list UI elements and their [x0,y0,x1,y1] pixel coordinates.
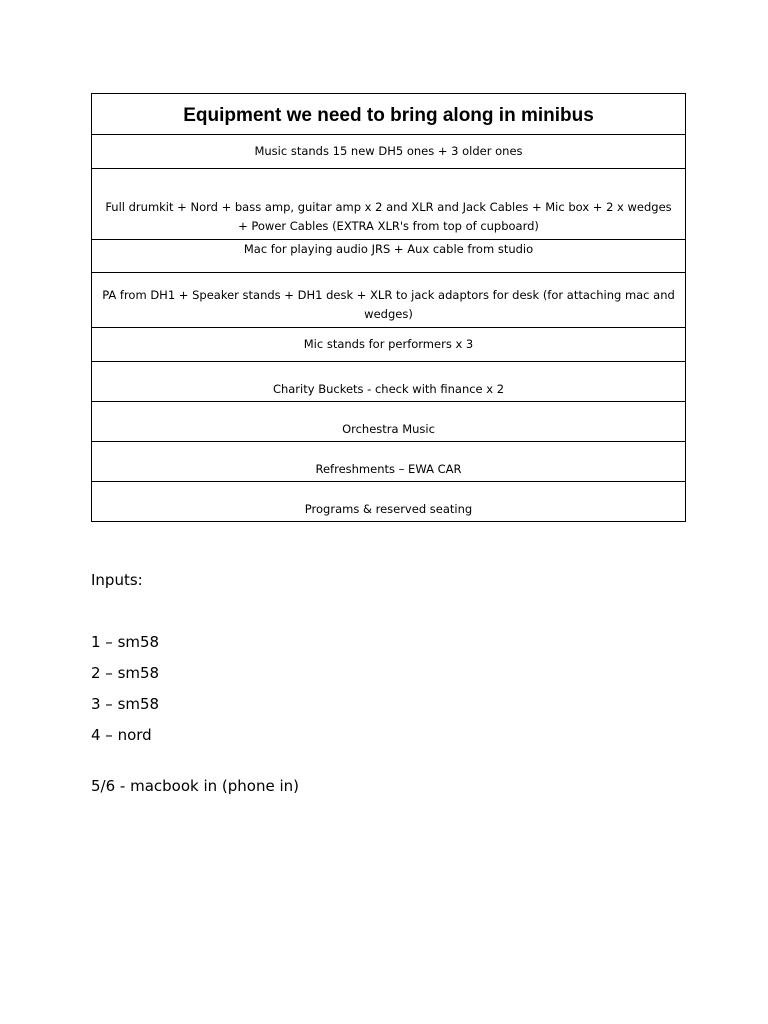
table-row [92,402,686,442]
table-row [92,273,686,328]
equipment-table [91,93,686,522]
table-row [92,240,686,273]
table-cell: Full drumkit + Nord + bass amp, guitar amp x 2 and XLR and Jack Cables + Mic box + 2 x wedges + Power Cables (EXTRA XLR's from top of cupboard) [92,169,686,240]
table-row [92,482,686,522]
table-cell: Mic stands for performers x 3 [92,328,686,362]
input-item: 2 – sm58 [91,664,160,682]
inputs-section [91,570,299,807]
table-row [92,135,686,169]
inputs-heading: Inputs: [91,571,143,589]
table-cell: Charity Buckets - check with finance x 2 [92,362,686,402]
table-cell: Mac for playing audio JRS + Aux cable from studio [92,240,686,273]
table-cell: Programs & reserved seating [92,482,686,522]
table-cell: PA from DH1 + Speaker stands + DH1 desk + XLR to jack adaptors for desk (for attaching mac and wedges) [92,273,686,328]
table-cell: Orchestra Music [92,402,686,442]
input-extra-line: 5/6 - macbook in (phone in) [91,777,300,795]
table-title: Equipment we need to bring along in minibus [92,94,686,135]
table-row [92,442,686,482]
table-row [92,169,686,240]
table-row [92,362,686,402]
input-item: 4 – nord [91,726,152,744]
table-title-row [92,94,686,135]
table-cell: Refreshments – EWA CAR [92,442,686,482]
input-item: 3 – sm58 [91,695,160,713]
table-row [92,328,686,362]
input-item: 1 – sm58 [91,633,160,651]
table-cell: Music stands 15 new DH5 ones + 3 older ones [92,135,686,169]
